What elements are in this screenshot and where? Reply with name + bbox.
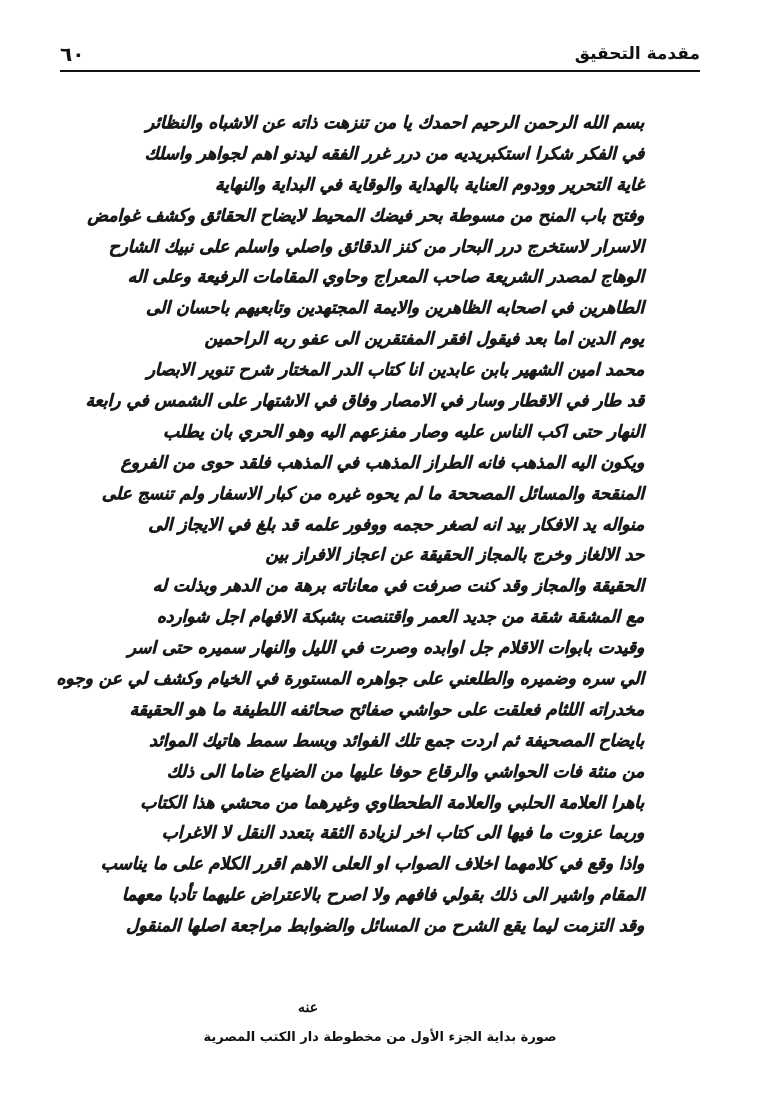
running-title: مقدمة التحقيق [574,44,700,64]
header-rule [60,70,700,72]
page-number: ٦٠ [60,42,85,66]
figure-caption: صورة بداية الجزء الأول من مخطوطة دار الكتب المصرية [203,1030,557,1045]
manuscript-line: وقد التزمت ليما يقع الشرح من المسائل والضوابط مراجعة اصلها المنقول [125,916,644,937]
manuscript-line: الطاهرين في اصحابه الظاهرين والايمة المجتهدين وتابعيهم باحسان الى [145,298,644,319]
manuscript-line: من منثة فات الحواشي والرقاع حوفا عليها من الضياع ضاما الى ذلك [166,761,644,782]
manuscript-line: قد طار في الاقطار وسار في الامصار وفاق في الاشتهار على الشمس في رابعة [85,391,644,412]
manuscript-line: وقيدت بابوات الاقلام جل اوابده وصرت في الليل والنهار سميره حتى اسر [127,638,644,659]
manuscript-line: حد الالغاز وخرج بالمجاز الحقيقة عن اعجاز الافراز بين [265,545,644,566]
manuscript-line: محمد امين الشهير بابن عابدين انا كتاب الدر المختار شرح تنوير الابصار [146,360,644,381]
manuscript-line: منواله يد الافكار بيد انه لصغر حجمه ووفور علمه قد بلغ في الايجاز الى [148,514,644,535]
manuscript-line: الحقيقة والمجاز وقد كنت صرفت في معاناته برهة من الدهر وبذلت له [152,576,644,597]
manuscript-line: الي سره وضميره والطلعني على جواهره المستورة في الخيام وكشف لي عن وجوه [56,669,644,690]
manuscript-line: ويكون اليه المذهب فانه الطراز المذهب في المذهب فلقد حوى من الفروع [120,452,644,473]
manuscript-line: يوم الدين اما بعد فيقول افقر المفتقرين الى عفو ربه الراحمين [204,329,644,350]
manuscript-line: في الفكر شكرا استكبريديه من درر غرر الفقه ليدنو اهم لجواهر واسلك [144,143,644,164]
manuscript-line: باهرا العلامة الحلبي والعلامة الطحطاوي وغيرهما من محشي هذا الكتاب [140,792,644,813]
manuscript-line: غاية التحرير وودوم العناية بالهداية والوقاية في البداية والنهاية [214,174,644,195]
manuscript-line: مع المشقة شقة من جديد العمر واقتنصت بشبكة الافهام اجل شوارده [156,607,644,628]
manuscript-line: وربما عزوت ما فيها الى كتاب اخر لزيادة الثقة بتعدد النقل لا الاغراب [161,823,644,844]
manuscript-line: بسم الله الرحمن الرحيم احمدك يا من تنزهت ذاته عن الاشباه والنظائر [145,113,644,133]
page-header [60,42,700,70]
manuscript-line: واذا وقع في كلامهما اخلاف الصواب او العلى الاهم اقرر الكلام على ما يناسب [100,854,644,875]
manuscript-image [56,92,676,1012]
manuscript-line: وفتح باب المنح من مسوطة بحر فيضك المحيط لايضاح الحقائق وكشف غوامض [87,205,644,226]
manuscript-line: الاسرار لاستخرج درر البحار من كنز الدقائق واصلي واسلم على نبيك الشارح [108,236,644,257]
manuscript-end-mark: عنه [298,1000,319,1016]
manuscript-line: بايضاح المصحيفة ثم اردت جمع تلك الفوائد وبسط سمط هاتيك الموائد [149,730,644,751]
manuscript-line: المقام واشير الى ذلك بقولي فافهم ولا اصرح بالاعتراض عليهما تأدبا معهما [121,885,644,906]
manuscript-line: الوهاج لمصدر الشريعة صاحب المعراج وحاوي المقامات الرفيعة وعلى اله [127,267,644,288]
manuscript-line: النهار حتى اكب الناس عليه وصار مفزعهم اليه وهو الحري بان يطلب [162,421,644,442]
manuscript-line: المنقحة والمسائل المصححة ما لم يحوه غيره من كبار الاسفار ولم تنسج على [101,483,644,504]
manuscript-lines [56,108,644,942]
manuscript-line: مخدراته اللثام فعلقت على حواشي صفائح صحائفه اللطيفة ما هو الحقيقة [129,699,644,720]
